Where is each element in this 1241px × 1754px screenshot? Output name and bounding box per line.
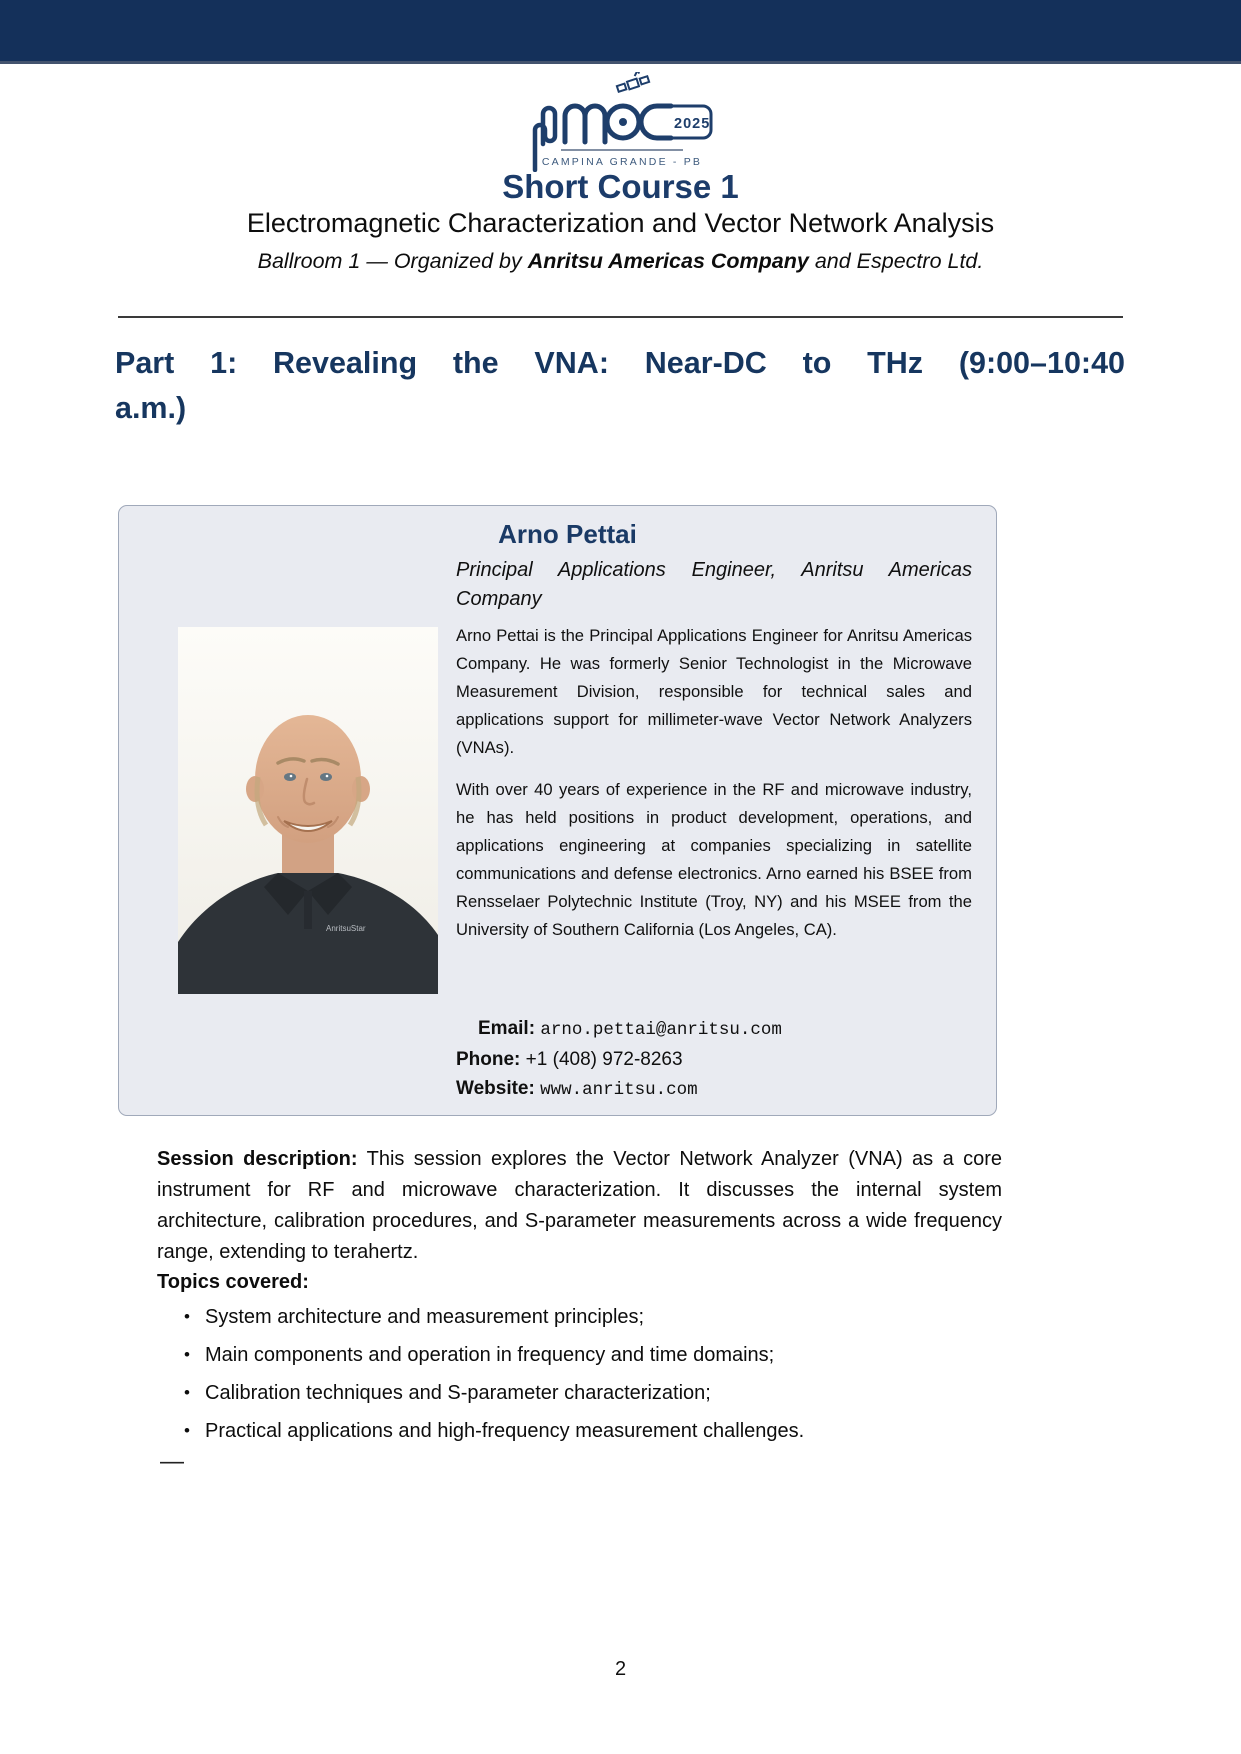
- speaker-title: Principal Applications Engineer, Anritsu Americas Company: [456, 559, 972, 610]
- contact-email-row: [456, 1014, 972, 1045]
- bullet-icon: •: [184, 1345, 190, 1364]
- venue-suffix: and Espectro Ltd.: [808, 249, 984, 273]
- list-item: [184, 1420, 1014, 1442]
- speaker-bio: [456, 622, 972, 958]
- speaker-name: Arno Pettai: [498, 519, 637, 549]
- svg-text:AnritsuStar: AnritsuStar: [326, 924, 366, 933]
- topics-covered-label: Topics covered:: [157, 1271, 309, 1293]
- speaker-photo: [178, 627, 438, 994]
- speaker-card: [118, 505, 997, 1116]
- top-banner: [0, 0, 1241, 64]
- contact-block: [456, 1014, 972, 1105]
- logo-year: 2025: [673, 116, 710, 132]
- part-heading-line1: Part 1: Revealing the VNA: Near-DC to THz (9:00–10:40: [115, 346, 1125, 380]
- organizer-name: Anritsu Americas Company: [527, 249, 809, 273]
- contact-phone-row: [456, 1045, 972, 1074]
- email-value: arno.pettai@anritsu.com: [540, 1020, 782, 1040]
- topic-text: Calibration techniques and S-parameter characterization;: [205, 1382, 711, 1404]
- moc-logo: [521, 72, 721, 172]
- list-item: [184, 1306, 1014, 1328]
- list-item: [184, 1344, 1014, 1366]
- footnote-dash: —: [160, 1448, 184, 1475]
- bio-paragraph-2: With over 40 years of experience in the RF and microwave industry, he has held positions in product development, operations, and applications engineering at companies specializing in satellite communications and defense electronics. Arno earned his BSEE from Rensselaer Polytechnic Institute (Troy, NY) and his MSEE from the University of Southern California (Los Angeles, CA).: [456, 780, 972, 939]
- part-heading-line2: a.m.): [115, 391, 187, 425]
- contact-website-row: [456, 1074, 972, 1105]
- topic-text: System architecture and measurement principles;: [205, 1306, 645, 1328]
- session-description-label: Session description:: [157, 1148, 358, 1170]
- venue-prefix: Ballroom 1 — Organized by: [257, 249, 528, 273]
- bullet-icon: •: [184, 1307, 190, 1326]
- session-description: [157, 1144, 1002, 1268]
- topics-list: [184, 1306, 1014, 1458]
- bio-paragraph-1: Arno Pettai is the Principal Applications Engineer for Anritsu Americas Company. He was formerly Senior Technologist in the Microwave Measurement Division, responsible for technical sales and applications support for millimeter-wave Vector Network Analyzers (VNAs).: [456, 626, 972, 757]
- phone-label: Phone:: [456, 1049, 521, 1070]
- venue-line: [0, 249, 1241, 274]
- logo-location: CAMPINA GRANDE - PB: [541, 156, 702, 168]
- topic-text: Main components and operation in frequency and time domains;: [205, 1344, 775, 1366]
- topic-text: Practical applications and high-frequency measurement challenges.: [205, 1420, 805, 1442]
- email-label: Email:: [478, 1018, 536, 1039]
- header-divider: [118, 316, 1123, 318]
- website-label: Website:: [456, 1078, 535, 1099]
- website-value: www.anritsu.com: [540, 1080, 698, 1100]
- session-description-text: This session explores the Vector Network Analyzer (VNA) as a core instrument for RF and microwave characterization. It discusses the internal system architecture, calibration procedures, and S-parameter measurements across a wide frequency range, extending to terahertz.: [157, 1148, 1002, 1263]
- phone-value: +1 (408) 972-8263: [525, 1049, 683, 1070]
- part-heading: [115, 341, 1125, 431]
- page-number: 2: [614, 1658, 627, 1680]
- satellite-icon: [614, 72, 649, 93]
- bullet-icon: •: [184, 1383, 190, 1402]
- list-item: [184, 1382, 1014, 1404]
- bullet-icon: •: [184, 1421, 190, 1440]
- course-label: Short Course 1: [502, 168, 739, 205]
- course-title: Electromagnetic Characterization and Vector Network Analysis: [246, 208, 995, 238]
